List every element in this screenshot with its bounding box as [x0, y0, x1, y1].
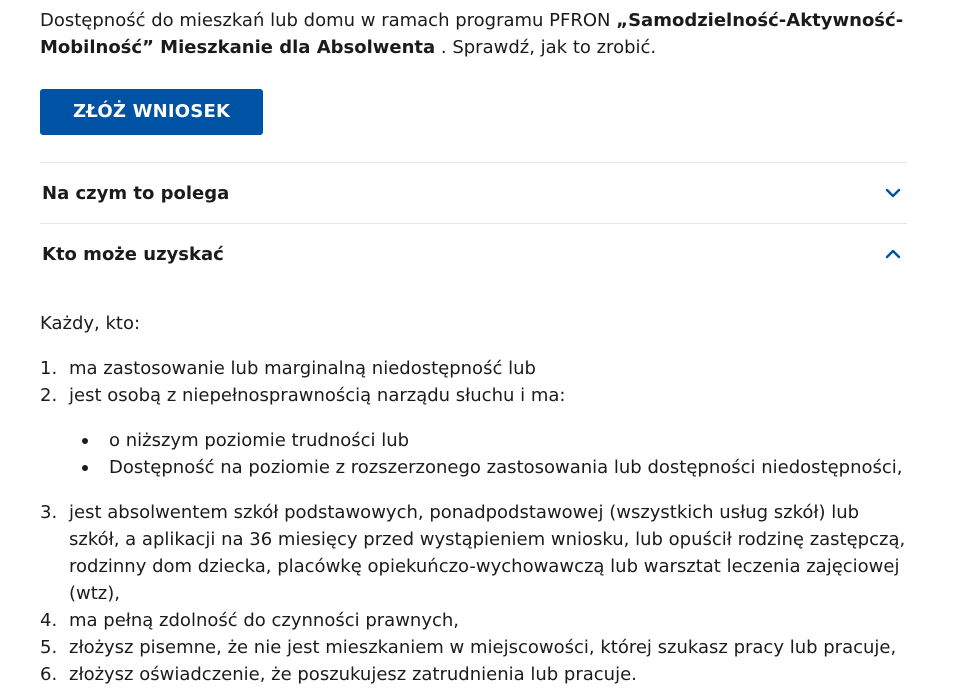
intro-text-after: . Sprawdź, jak to zrobić. [435, 37, 657, 58]
accordion [40, 162, 907, 688]
list-number: 5. [40, 637, 58, 658]
accordion-title: Na czym to polega [42, 182, 230, 204]
apply-button[interactable]: ZŁÓŻ WNIOSEK [40, 89, 263, 135]
list-item-text: złożysz pisemne, że nie jest mieszkaniem w miejscowości, której szukasz pracy lub pracuje, [69, 637, 897, 658]
accordion-item-kto-moze-uzyskac [40, 224, 907, 688]
eligibility-lead: Każdy, kto: [40, 313, 141, 334]
sublist-item [69, 427, 907, 454]
list-item [40, 607, 907, 634]
list-item-text: jest osobą z niepełnosprawnością narządu słuchu i ma: [69, 385, 566, 406]
chevron-up-icon[interactable] [885, 246, 901, 262]
sublist-item-text: o niższym poziomie trudności lub [109, 430, 410, 451]
page-content [40, 0, 907, 688]
chevron-down-icon[interactable] [885, 185, 901, 201]
list-item-text: ma pełną zdolność do czynności prawnych, [69, 610, 460, 631]
list-item-text: ma zastosowanie lub marginalną niedostępność lub [69, 358, 536, 379]
accordion-body [40, 284, 907, 688]
list-item [40, 661, 907, 688]
intro-text-before: Dostępność do mieszkań lub domu w ramach programu PFRON [40, 10, 617, 31]
bullet-icon [82, 465, 88, 471]
list-number: 1. [40, 358, 58, 379]
accordion-header-na-czym-to-polega[interactable] [40, 163, 907, 223]
hearing-sublist [69, 427, 907, 481]
accordion-header-kto-moze-uzyskac[interactable] [40, 224, 907, 284]
list-item [40, 355, 907, 382]
list-number: 2. [40, 385, 58, 406]
list-item [40, 499, 907, 607]
list-item-text: złożysz oświadczenie, że poszukujesz zatrudnienia lub pracuje. [69, 664, 637, 685]
eligibility-list [40, 355, 907, 688]
accordion-title: Kto może uzyskać [42, 243, 224, 265]
list-item [40, 634, 907, 661]
intro-paragraph [40, 7, 907, 61]
list-number: 4. [40, 610, 58, 631]
program-name: „Samodzielność-Aktywność-Mobilność” Mieszkanie dla Absolwenta [40, 10, 904, 58]
list-item-text: jest absolwentem szkół podstawowych, ponadpodstawowej (wszystkich usług szkół) lub szkół, a aplikacji na 36 miesięcy przed wystąpieniem wniosku, lub opuścił rodzinę zastępczą, rodzinny dom dziecka, placówkę opiekuńczo-wychowawczą lub warsztat leczenia zajęciowej (wtz), [69, 502, 906, 604]
bullet-icon [82, 438, 88, 444]
sublist-item-text: Dostępność na poziomie z rozszerzonego zastosowania lub dostępności niedostępności, [109, 457, 903, 478]
list-number: 6. [40, 664, 58, 685]
list-item [40, 382, 907, 481]
sublist-item [69, 454, 907, 481]
list-number: 3. [40, 502, 58, 523]
accordion-item-na-czym-to-polega [40, 163, 907, 224]
